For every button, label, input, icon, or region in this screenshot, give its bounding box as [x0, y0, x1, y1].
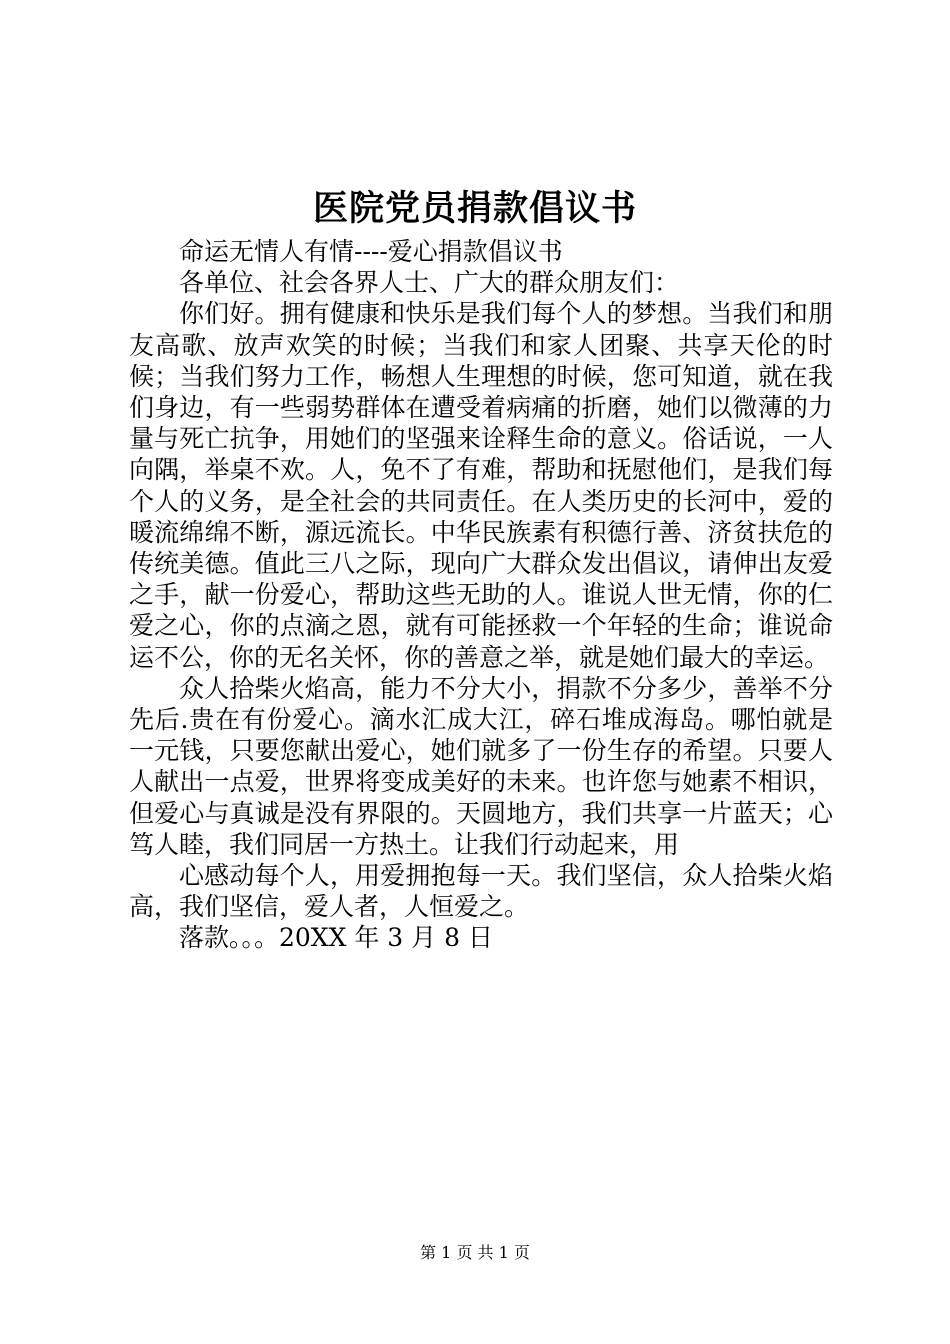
paragraph-subtitle: 命运无情人有情----爱心捐款倡议书 — [179, 237, 563, 266]
page-number-footer: 第 1 页 共 1 页 — [420, 1243, 530, 1262]
paragraph-salutation: 各单位、社会各界人士、广大的群众朋友们： — [179, 268, 680, 298]
document-title: 医院党员捐款倡议书 — [312, 188, 637, 229]
paragraph-signature: 落款。。。20XX 年 3 月 8 日 — [179, 923, 493, 953]
paragraph-body-3: 心感动每个人，用爱拥抱每一天。我们坚信，众人拾柴火焰高，我们坚信，爱人者，人恒爱之。 — [129, 861, 833, 922]
paragraph-body-2: 众人拾柴火焰高，能力不分大小，捐款不分多少，善举不分先后.贵在有份爱心。滴水汇成大江，碎石堆成海岛。哪怕就是一元钱，只要您献出爱心，她们就多了一份生存的希望。只要人人献出一点爱，世界将变成美好的未来。也许您与她素不相识，但爱心与真诚是没有界限的。天圆地方，我们共享一片蓝天；心笃人睦，我们同居一方热土。让我们行动起来，用 — [129, 673, 833, 859]
paragraph-body-1: 你们好。拥有健康和快乐是我们每个人的梦想。当我们和朋友高歌、放声欢笑的时候；当我们和家人团聚、共享天伦的时候；当我们努力工作，畅想人生理想的时候，您可知道，就在我们身边，有一些弱势群体在遭受着病痛的折磨，她们以微薄的力量与死亡抗争，用她们的坚强来诠释生命的意义。俗话说，一人向隅，举桌不欢。人，免不了有难，帮助和抚慰他们，是我们每个人的义务，是全社会的共同责任。在人类历史的长河中，爱的暖流绵绵不断，源远流长。中华民族素有积德行善、济贫扶危的传统美德。值此三八之际，现向广大群众发出倡议，请伸出友爱之手，献一份爱心，帮助这些无助的人。谁说人世无情，你的仁爱之心，你的点滴之恩，就有可能拯救一个年轻的生命；谁说命运不公，你的无名关怀，你的善意之举，就是她们最大的幸运。 — [129, 299, 833, 672]
document-body — [129, 236, 833, 954]
